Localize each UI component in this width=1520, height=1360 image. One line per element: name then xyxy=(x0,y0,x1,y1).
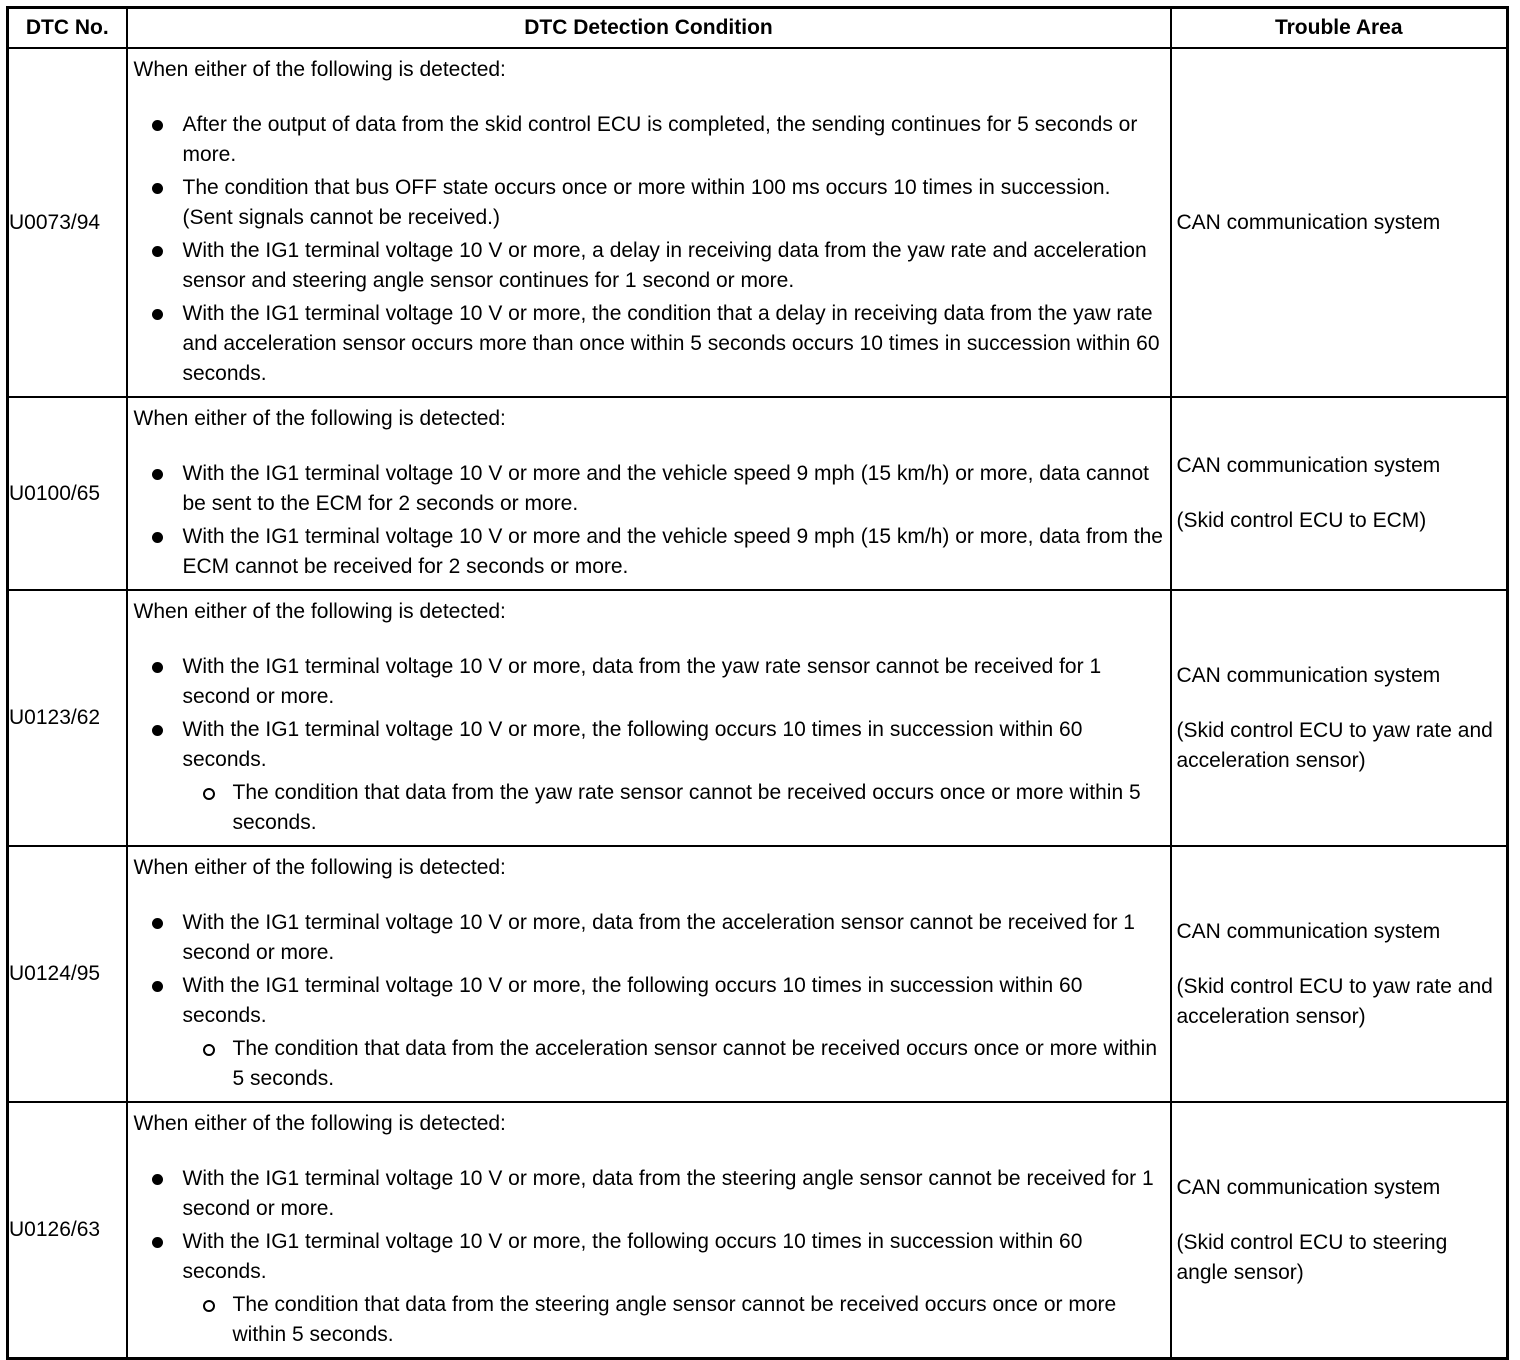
trouble-area-line: CAN communication system xyxy=(1176,919,1441,943)
trouble-area-line: CAN communication system xyxy=(1176,210,1441,234)
sub-condition-item: The condition that data from the acceleration sensor cannot be received occurs once or more within 5 seconds. xyxy=(183,1034,1164,1094)
detection-condition xyxy=(127,48,1171,397)
header-dtc-no: DTC No. xyxy=(8,8,127,49)
condition-item: With the IG1 terminal voltage 10 V or more, the condition that a delay in receiving data from the yaw rate and acceleration sensor occurs more than once within 5 seconds occurs 10 times in succession within 60 seconds. xyxy=(134,299,1164,389)
condition-list xyxy=(134,1164,1164,1350)
dtc-table-wrapper xyxy=(6,6,1509,1360)
table-row xyxy=(8,846,1508,1102)
detection-condition xyxy=(127,1102,1171,1359)
header-detection-condition: DTC Detection Condition xyxy=(127,8,1171,49)
table-row xyxy=(8,48,1508,397)
trouble-area xyxy=(1171,1102,1508,1359)
trouble-area-line: CAN communication system xyxy=(1176,1175,1441,1199)
condition-item: With the IG1 terminal voltage 10 V or more and the vehicle speed 9 mph (15 km/h) or more, data from the ECM cannot be received for 2 seconds or more. xyxy=(134,522,1164,582)
condition-item xyxy=(134,1227,1164,1350)
condition-item: With the IG1 terminal voltage 10 V or more and the vehicle speed 9 mph (15 km/h) or more, data cannot be sent to the ECM for 2 seconds or more. xyxy=(134,459,1164,519)
condition-item: With the IG1 terminal voltage 10 V or more, data from the acceleration sensor cannot be received for 1 second or more. xyxy=(134,908,1164,968)
condition-list xyxy=(134,652,1164,838)
sub-condition-item: The condition that data from the steering angle sensor cannot be received occurs once or more within 5 seconds. xyxy=(183,1290,1164,1350)
condition-item xyxy=(134,971,1164,1094)
condition-item: With the IG1 terminal voltage 10 V or more, a delay in receiving data from the yaw rate and acceleration sensor and steering angle sensor continues for 1 second or more. xyxy=(134,236,1164,296)
condition-item-text: With the IG1 terminal voltage 10 V or more, the following occurs 10 times in succession within 60 seconds. xyxy=(182,1230,1083,1283)
table-row xyxy=(8,397,1508,590)
condition-intro: When either of the following is detected: xyxy=(133,1112,506,1135)
condition-intro: When either of the following is detected: xyxy=(133,407,506,430)
condition-item-text: With the IG1 terminal voltage 10 V or more, the following occurs 10 times in succession within 60 seconds. xyxy=(182,718,1083,771)
condition-item: With the IG1 terminal voltage 10 V or more, data from the yaw rate sensor cannot be received for 1 second or more. xyxy=(134,652,1164,712)
dtc-code: U0124/95 xyxy=(8,846,127,1102)
condition-item: After the output of data from the skid control ECU is completed, the sending continues for 5 seconds or more. xyxy=(134,110,1164,170)
dtc-table xyxy=(6,6,1509,1360)
table-row xyxy=(8,1102,1508,1359)
condition-item: The condition that bus OFF state occurs once or more within 100 ms occurs 10 times in succession. (Sent signals cannot be received.) xyxy=(134,173,1164,233)
trouble-area-line: CAN communication system xyxy=(1176,454,1441,477)
trouble-area-line: CAN communication system xyxy=(1176,663,1441,687)
trouble-area xyxy=(1171,846,1508,1102)
dtc-code: U0126/63 xyxy=(8,1102,127,1359)
header-trouble-area: Trouble Area xyxy=(1171,8,1508,49)
condition-list xyxy=(134,908,1164,1094)
table-row xyxy=(8,590,1508,846)
condition-item xyxy=(134,715,1164,838)
condition-intro: When either of the following is detected: xyxy=(133,600,506,623)
trouble-area-line: (Skid control ECU to yaw rate and acceleration sensor) xyxy=(1176,718,1493,772)
trouble-area xyxy=(1171,590,1508,846)
trouble-area-line: (Skid control ECU to ECM) xyxy=(1176,509,1427,532)
sub-condition-list xyxy=(183,1290,1164,1350)
sub-condition-list xyxy=(183,1034,1164,1094)
detection-condition xyxy=(127,846,1171,1102)
trouble-area xyxy=(1171,48,1508,397)
condition-item: With the IG1 terminal voltage 10 V or more, data from the steering angle sensor cannot be received for 1 second or more. xyxy=(134,1164,1164,1224)
detection-condition xyxy=(127,397,1171,590)
sub-condition-list xyxy=(183,778,1164,838)
header-row xyxy=(8,8,1508,49)
trouble-area xyxy=(1171,397,1508,590)
dtc-code: U0100/65 xyxy=(8,397,127,590)
sub-condition-item: The condition that data from the yaw rate sensor cannot be received occurs once or more within 5 seconds. xyxy=(183,778,1164,838)
condition-item-text: With the IG1 terminal voltage 10 V or more, the following occurs 10 times in succession within 60 seconds. xyxy=(182,974,1083,1027)
condition-list xyxy=(134,459,1164,582)
condition-intro: When either of the following is detected: xyxy=(133,58,506,81)
detection-condition xyxy=(127,590,1171,846)
trouble-area-line: (Skid control ECU to yaw rate and acceleration sensor) xyxy=(1176,974,1493,1028)
dtc-code: U0073/94 xyxy=(8,48,127,397)
condition-list xyxy=(134,110,1164,389)
dtc-code: U0123/62 xyxy=(8,590,127,846)
condition-intro: When either of the following is detected: xyxy=(133,856,506,879)
trouble-area-line: (Skid control ECU to steering angle sensor) xyxy=(1176,1230,1448,1284)
